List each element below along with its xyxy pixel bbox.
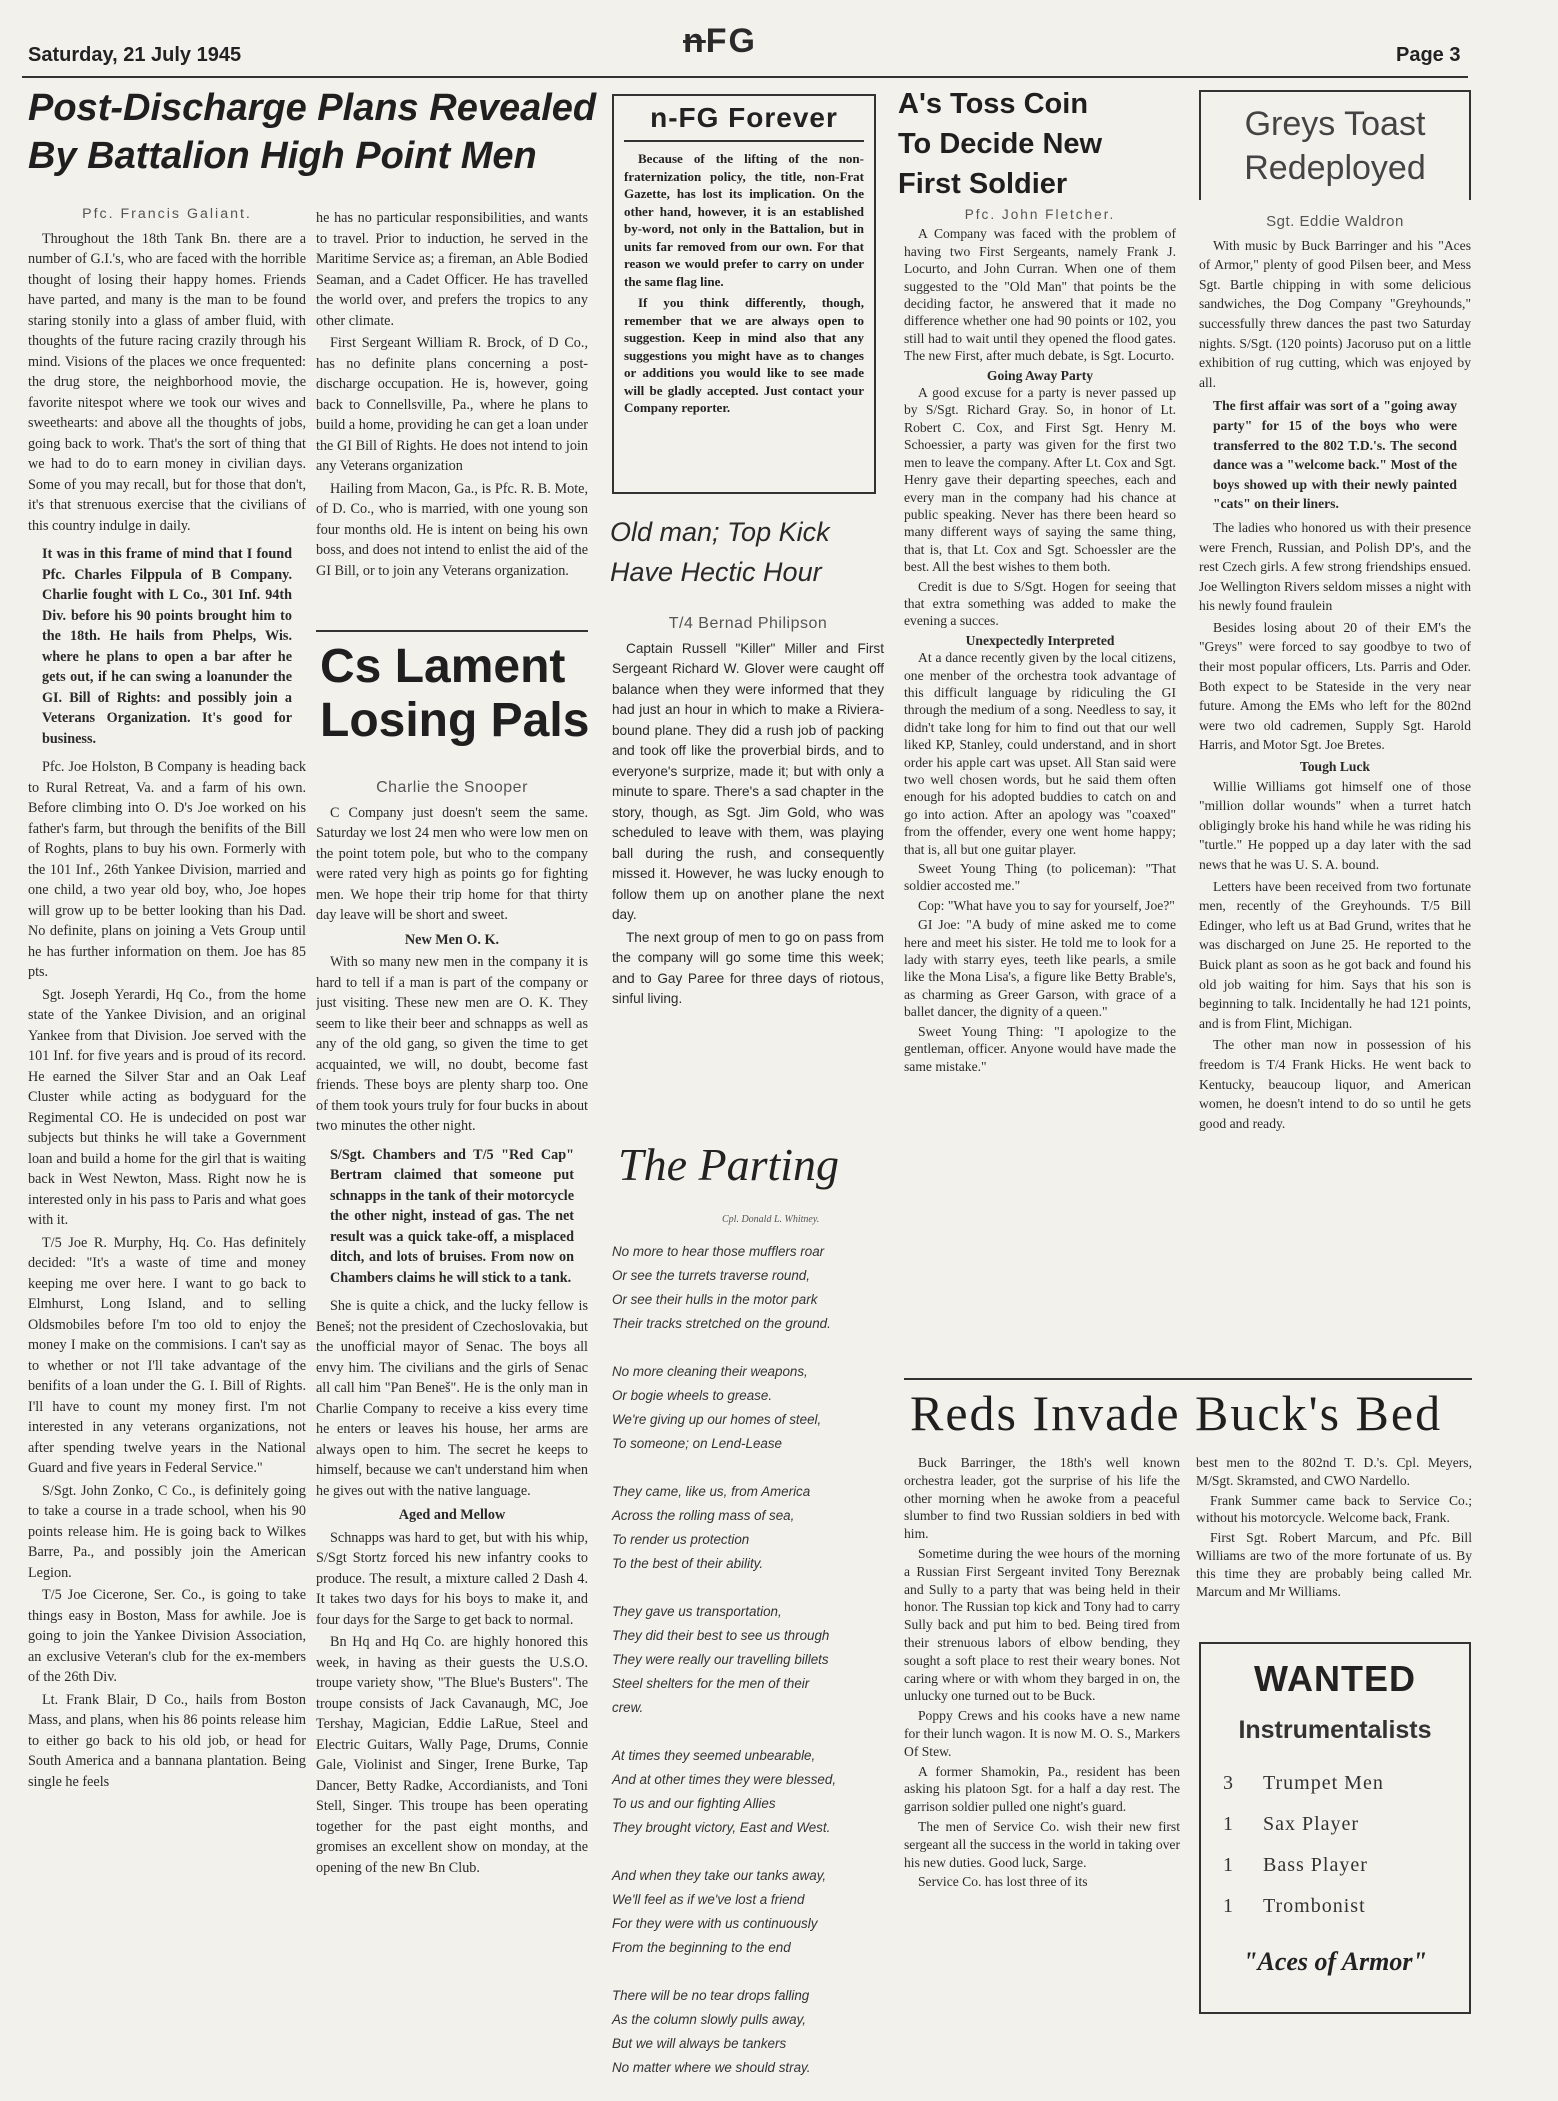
article6-paragraph: Poppy Crews and his cooks have a new name for their lunch wagon. It is now M. O. S., Markers Of Stew. xyxy=(904,1708,1180,1759)
wanted-ad-title: WANTED xyxy=(1254,1658,1416,1699)
article6-paragraph: Frank Summer came back to Service Co.; without his motorcycle. Welcome back, Frank. xyxy=(1196,1492,1472,1526)
poem-stanza xyxy=(612,1360,884,1456)
article4-column xyxy=(904,204,1176,1374)
article4-headline-line1: A's Toss Coin xyxy=(898,88,1089,120)
article1-paragraph: Sgt. Joseph Yerardi, Hq Co., from the home state of the Yankee Division, and an original Yankee from that Division. Joe served with the 101 Inf. for five years and is proud of its record. He earned the Silver Star and an Oak Leaf Cluster while acting as bodyguard for the Regimental CO. He is undecided on post war subjects but thinks he will take a Government loan and build a home for the girl that is waiting back in West Newton, Mass. Right now he is interested only in his pass to Paris and what goes with it. xyxy=(28,986,306,1228)
article6-headline: Reds Invade Buck's Bed xyxy=(910,1385,1443,1441)
poem-stanza xyxy=(612,1984,884,2080)
article2-headline-line2: Losing Pals xyxy=(320,694,590,747)
wanted-ad-row xyxy=(1201,1804,1469,1845)
article5-headline-line2: Redeployed xyxy=(1244,149,1426,187)
poem-line: To someone; on Lend-Lease xyxy=(612,1436,782,1451)
article3-headline-line2: Have Hectic Hour xyxy=(610,557,822,587)
wanted-ad xyxy=(1199,1642,1471,2014)
masthead-rule xyxy=(22,76,1468,78)
wanted-ad-row xyxy=(1201,1886,1469,1927)
poem-title: The Parting xyxy=(618,1139,840,1190)
article5-paragraph: The ladies who honored us with their presence were French, Russian, and Polish DP's, and the rest Czech girls. A few strong friendships ensued. Joe Wellington Rivers seldom misses a night with his newly found fraulein xyxy=(1199,519,1471,614)
article6-paragraph: First Sgt. Robert Marcum, and Pfc. Bill Williams are two of the more fortunate of us. By this time they are probably being called Mr. Marcum and Mr Williams. xyxy=(1196,1530,1472,1599)
article1-paragraph: Pfc. Joe Holston, B Company is heading back to Rural Retreat, Va. and a farm of his own. Before climbing into O. D's Joe worked on his father's farm, but through the benifits of the Bill of Roghts, plans to buy his own. Formerly with the 101 Inf., 26th Yankee Division, married and one child, a two year old boy, who, Joe hopes will grow up to be better looking than his Dad. No definite, plans on joining a Vets Group until he has further information on them. Joe has 85 pts. xyxy=(28,759,306,980)
wanted-ad-row xyxy=(1201,1763,1469,1804)
article6-column1 xyxy=(904,1454,1180,2034)
poem-stanza xyxy=(612,1240,884,1336)
article5-paragraph: Letters have been received from two fortunate men, recently of the Greyhounds. T/5 Bill Edinger, who left us at Bad Grund, writes that he was discharged on June 25. He reported to the Buick plant as soon as he got back and found his old job waiting for him. Says that his son is beginning to talk. Incidentally he had 121 points, and is from Flint, Michigan. xyxy=(1199,878,1471,1031)
article1-paragraph: Lt. Frank Blair, D Co., hails from Boston Mass, and plans, when his 86 points release him to either go back to his old job, or head for South America and a bannana plantation. Being single he feels xyxy=(28,1691,306,1790)
article1-paragraph: Throughout the 18th Tank Bn. there are a number of G.I.'s, who are faced with the horrible thought of losing their happy homes. Friends have parted, and many is the man to be found staring stonily into a glass of amber fluid, with thoughts of the future racing crazily through his mind. Visions of the places we once frequented: the drug store, the neighborhood movie, the favorite nitespot where we took our wives and sweethearts: and above all the thoughts of jobs, going back to work. That's the sort of thing that we had to do to earn money in civilian days. Some of you may recall, but for those that don't, it's that strenuous exercise that the civilians of this country indulge in daily. xyxy=(28,230,306,534)
article2-headline xyxy=(320,640,590,748)
article1-headline-line1: Post-Discharge Plans Revealed xyxy=(28,87,597,129)
article5-highlight: The first affair was sort of a "going away party" for 15 of the boys who were transferred to the 802 T.D.'s. The second dance was a "welcome back." Most of the boys showed up with their newly painted "cats" on their liners. xyxy=(1213,398,1457,512)
wanted-ad-list xyxy=(1201,1763,1469,1927)
article2-paragraph: C Company just doesn't seem the same. Saturday we lost 24 men who were low men on the point totem pole, but who to the company were rated very high as points go for fighting men. We hope their trip home for that thirty day leave will be short and sweet. xyxy=(316,804,588,923)
article2-paragraph: With so many new men in the company it is hard to tell if a man is part of the company or just visiting. These new men are O. K. They seem to like their beer and schnapps as well as any of the old gang, so given the time to get acquainted, we will, no doubt, become fast friends. These boys are plenty sharp too. One of them took yours truly for four bucks in about two minutes the other night. xyxy=(316,954,588,1134)
wanted-ad-row xyxy=(1201,1845,1469,1886)
poem-line: For they were with us continuously xyxy=(612,1916,818,1931)
article6-paragraph: Buck Barringer, the 18th's well known orchestra leader, got the surprise of his life the other morning when he awoke from a peaceful slumber to find two Russian soldiers in bed with him. xyxy=(904,1455,1180,1542)
article2-column xyxy=(316,772,588,2028)
article4-headline xyxy=(898,84,1188,204)
poem-line: They came, like us, from America xyxy=(612,1484,811,1499)
article5-headline-line1: Greys Toast xyxy=(1244,105,1426,143)
article6-paragraph: A former Shamokin, Pa., resident has been asking his platoon Sgt. for a half a day rest. The garrison soldier pulled one night's guard. xyxy=(904,1763,1180,1815)
poem-stanza xyxy=(612,1864,884,1960)
wanted-qty: 1 xyxy=(1223,1813,1233,1835)
poem-line: To us and our fighting Allies xyxy=(612,1796,776,1811)
article-divider xyxy=(904,1378,1472,1380)
article4-headline-line2: To Decide New xyxy=(898,128,1103,160)
article4-paragraph: Credit is due to S/Sgt. Hogen for seeing that that extra something was added to make the evening a succes. xyxy=(904,578,1176,629)
article4-paragraph: At a dance recently given by the local citizens, one menber of the orchestra took advantage of this difficult language by ridiculing the GI through the medium of a song. Needless to say, it didn't take long for him to find out that our well liked KP, Stanley, could understand, and in short order his apple cart was upset. All Stan said were two well chosen words, but he said them often enough for his adopted buddies to catch on and go into action. After an apology was "coaxed" from the offender, every one went home happy; that is, all but one guitar player. xyxy=(904,650,1176,857)
article3-headline xyxy=(610,512,880,592)
poem-line: And at other times they were blessed, xyxy=(612,1772,837,1787)
article4-subhead: Going Away Party xyxy=(986,367,1094,383)
poem-line: Steel shelters for the men of their xyxy=(612,1676,810,1691)
article2-subhead: New Men O. K. xyxy=(404,931,500,948)
poem-line: At times they seemed unbearable, xyxy=(612,1748,816,1763)
poem-stanza xyxy=(612,1600,884,1720)
issue-date: Saturday, 21 July 1945 xyxy=(28,44,242,66)
article5-paragraph: With music by Buck Barringer and his "Aces of Armor," plenty of good Pilsen beer, and Mess Sgt. Bartle chipping in with some delicious sandwiches, the Dog Company "Greyhounds," successfully threw dances the past two Saturday nights. S/Sgt. (120 points) Jacoruso put on a little exhibition of rug cutting, which was enjoyed by all. xyxy=(1199,237,1471,390)
poem-line: To the best of their ability. xyxy=(612,1556,764,1571)
poem-line: No more cleaning their weapons, xyxy=(612,1364,808,1379)
editorial-paragraph: Because of the lifting of the non-fraternization policy, the title, non-Frat Gazette, has lost its implication. On the other hand, however, it is an established by-word, not only in the Battalion, but in units far removed from our own. For that reason we would prefer to carry on under the same flag line. xyxy=(624,151,864,289)
article3-paragraph: The next group of men to go on pass from the company will go some time this week; and to Gay Paree for three days of riotous, sinful living. xyxy=(612,929,884,1006)
poem-line: To render us protection xyxy=(612,1532,750,1547)
wanted-item: Trumpet Men xyxy=(1263,1772,1384,1794)
wanted-ad-footer: "Aces of Armor" xyxy=(1243,1947,1427,1976)
article4-paragraph: Sweet Young Thing (to policeman): "That soldier accosted me." xyxy=(904,861,1176,894)
article2-subhead: Aged and Mellow xyxy=(398,1507,506,1523)
wanted-qty: 1 xyxy=(1223,1854,1233,1876)
poem-line: Their tracks stretched on the ground. xyxy=(612,1316,831,1331)
article1-paragraph: he has no particular responsibilities, and wants to travel. Prior to induction, he served in the Maritime Service as; a fireman, an Able Bodied Seaman, and a Cadet Officer. He has travelled the world over, and prefers the tropics to any other climate. xyxy=(316,210,588,329)
article3-paragraph: Captain Russell "Killer" Miller and First Sergeant Richard W. Glover were caught off balance when they were informed that they had just an hour in which to make a Riviera-bound plane. They did a rush job of packing and took off like the proverbial birds, and to everyone's surprize, made it; but with only a minute to spare. There's a sad chapter in the story, though, as Sgt. Jim Gold, who was scheduled to leave with them, was playing ball during the rush, and consequently missed it. However, he was lucky enough to follow them up on another plane the next day. xyxy=(612,640,884,922)
article5-paragraph: The other man now in possession of his freedom is T/4 Frank Hicks. He went back to Kentucky, beaucoup liquor, and American women, he doesn't intend to do so until he gets good and ready. xyxy=(1199,1037,1471,1131)
newspaper-logo xyxy=(683,22,757,61)
poem-line: As the column slowly pulls away, xyxy=(612,2012,806,2027)
editorial-box xyxy=(612,94,876,494)
article3-byline: T/4 Bernad Philipson xyxy=(668,615,828,632)
article1-paragraph: T/5 Joe R. Murphy, Hq. Co. Has definitely decided: "It's a waste of time and money keeping me over here. I want to go back to Elmhurst, Long Island, and to selling Oldsmobiles before I'm too old to enjoy the money I make on the commisions. I can't say as to whether or not I'll take advantage of the benifits of a loan under the G. I. Bill of Rights. I'll have to count my money first. I'm not interested in any veterans organizations, not after spending twelve years in the National Guard and five years in Federal Service." xyxy=(28,1234,306,1476)
poem-line: Or bogie wheels to grease. xyxy=(612,1388,773,1403)
poem-line: They brought victory, East and West. xyxy=(612,1820,831,1835)
article5-column xyxy=(1199,206,1471,1374)
article2-byline: Charlie the Snooper xyxy=(376,779,528,796)
poem-line: They were really our travelling billets xyxy=(612,1652,829,1667)
article4-subhead: Unexpectedly Interpreted xyxy=(965,632,1115,648)
article1-column2 xyxy=(316,208,588,628)
article1-paragraph: S/Sgt. John Zonko, C Co., is definitely going to take a course in a trade school, when his 90 points release him. He is going back to Wilkes Barre, Pa., and possibly join the American Legion. xyxy=(28,1482,306,1581)
poem-line: No matter where we should stray. xyxy=(612,2060,811,2075)
article6-paragraph: Sometime during the wee hours of the morning a Russian First Sergeant invited Tony Bereznak and Sully to a party that was being held in their honor. The Russian top kick and Tony had to carry Sully back and put him to bed. Being tired from their strenuous labors of elbow bending, they sought a soft place to rest their weary bones. Not caring where or with whom they barged in on, the unlucky one turned out to be Buck. xyxy=(904,1545,1180,1704)
poem-line: We'll feel as if we've lost a friend xyxy=(612,1892,805,1907)
wanted-item: Bass Player xyxy=(1263,1854,1368,1876)
poem-stanza xyxy=(612,1744,884,1840)
poem-line: No more to hear those mufflers roar xyxy=(612,1244,825,1259)
article1-column1 xyxy=(28,198,306,2028)
article3-column xyxy=(612,608,884,1120)
article5-headline xyxy=(1201,92,1469,190)
article5-paragraph: Besides losing about 20 of their EM's the "Greys" were forced to say goodbye to two of their most popular officers, Lts. Parris and Oder. Both expect to be Stateside in the very near future. Among the EMs who left for the 802nd were two old cadremen, Supply Sgt. Harold Harris, and Motor Sgt. Joe Bretes. xyxy=(1199,619,1471,753)
article2-paragraph: Schnapps was hard to get, but with his whip, S/Sgt Stortz forced his new infantry cooks to produce. The result, a mixture called 2 Dash 4. It takes two days for his boys to make it, and four days for the Sarge to get back to normal. xyxy=(316,1529,588,1628)
poem-line: Across the rolling mass of sea, xyxy=(612,1508,795,1523)
poem-line: And when they take our tanks away, xyxy=(612,1868,827,1883)
poem-line: But we will always be tankers xyxy=(612,2036,787,2051)
poem-author: Cpl. Donald L. Whitney. xyxy=(722,1214,820,1225)
poem-line: From the beginning to the end xyxy=(612,1940,791,1955)
poem-line: crew. xyxy=(612,1700,644,1715)
wanted-qty: 3 xyxy=(1223,1772,1233,1794)
page-number: Page 3 xyxy=(1396,44,1461,66)
article4-byline: Pfc. John Fletcher. xyxy=(964,207,1116,222)
poem-stanza xyxy=(612,1480,884,1576)
poem-line: They did their best to see us through xyxy=(612,1628,830,1643)
article4-paragraph: GI Joe: "A budy of mine asked me to come here and meet his sister. He told me to look for a lady with starry eyes, teeth like pearls, a smile like the Mona Lisa's, a figure like Betty Brable's, as charming as Greer Garson, with grace of a ballet dancer, the dignity of a queen." xyxy=(904,917,1176,1020)
article5-headline-box xyxy=(1199,90,1471,200)
article4-paragraph: A good excuse for a party is never passed up by S/Sgt. Richard Gray. So, in honor of Lt. Robert C. Cox, and First Sgt. Henry M. Schoessier, a party was given for the first two men to leave the company. After Lt. Cox and Sgt. Henry gave their departing speeches, each and every man in the company had his chance at public speaking. Never has there been heard so many different ways of saying the same thing, that is, that Lt. Cox and Sgt. Schoessler are the best. All the best wishes to them both. xyxy=(904,385,1176,575)
article5-subhead: Tough Luck xyxy=(1299,759,1371,775)
wanted-item: Sax Player xyxy=(1263,1813,1360,1835)
poem-line: We're giving up our homes of steel, xyxy=(612,1412,822,1427)
article3-headline-line1: Old man; Top Kick xyxy=(610,517,830,547)
article2-paragraph: Bn Hq and Hq Co. are highly honored this week, in having as their guests the U.S.O. troupe variety show, "The Blue's Busters". The troupe consists of Jack Cavanaugh, MC, Joe Tershay, Magician, Eddie LaRue, Steel and Electric Guitars, Wally Page, Drums, Connie Gale, Violinist and Singer, Irene Burke, Tap Dancer, Betty Radke, Accordianists, and Toni Stell, Singer. This troupe has been operating together for the past eight months, and gromises an excellent show on monday, at the opening of the new Bn Club. xyxy=(316,1634,588,1876)
wanted-ad-subtitle: Instrumentalists xyxy=(1238,1716,1432,1744)
poem-line: There will be no tear drops falling xyxy=(612,1988,810,2003)
article1-highlight: It was in this frame of mind that I found Pfc. Charles Filppula of B Company. Charlie fought with L Co., 301 Inf. 94th Div. before his 90 points brought him to the 18th. He hails from Phelps, Wis. where he plans to open a bar after he gets out, if he can swing a loanunder the GI. Bill of Rights: and possibly join a Veterans Organization. It's good for business. xyxy=(42,546,292,747)
poem-line: Or see the turrets traverse round, xyxy=(612,1268,810,1283)
article4-paragraph: Sweet Young Thing: "I apologize to the gentleman, officer. Anyone would have made the same mistake." xyxy=(904,1023,1176,1074)
article4-headline-line3: First Soldier xyxy=(898,168,1068,200)
article4-paragraph: A Company was faced with the problem of having two First Sergeants, namely Frank J. Locurto, and John Curran. When one of them suggested to the "Old Man" that points be the deciding factor, he answered that it made no difference whether one had 90 points or 102, you still had to wait until they opened the flood gates. The new First, after much debate, is Sgt. Locurto. xyxy=(904,226,1176,364)
article1-headline xyxy=(28,84,598,180)
article5-paragraph: Willie Williams got himself one of those "million dollar wounds" when a turret hatch obligingly broke his hand while he was riding his "turtle." He popped up a day later with the sad news that he was U. S. A. bound. xyxy=(1199,778,1471,872)
article6-paragraph: The men of Service Co. wish their new first sergeant all the success in the world in taking over his new duties. Good luck, Sarge. xyxy=(904,1818,1180,1870)
article2-highlight: S/Sgt. Chambers and T/5 "Red Cap" Bertram claimed that someone put schnapps in the tank of their motorcycle the other night, instead of gas. The net result was a quick take-off, a misplaced ditch, and lots of bruises. From now on Chambers claims he will stick to a tank. xyxy=(330,1146,574,1286)
article1-paragraph: Hailing from Macon, Ga., is Pfc. R. B. Mote, of D. Co., who is married, with one young son four months old. He is intent on being his own boss, and does not intend to enlist the aid of the GI Bill, or to join any Veterans organization. xyxy=(316,480,588,579)
poem-body xyxy=(612,1240,884,2080)
article6-paragraph: Service Co. has lost three of its xyxy=(918,1874,1088,1890)
editorial-paragraph: If you think differently, though, remember that we are always open to suggestion. Keep in mind also that any suggestions you might have as to changes or additions you would like to see made will be gladly accepted. Just contact your Company reporter. xyxy=(624,295,864,415)
wanted-qty: 1 xyxy=(1223,1895,1233,1917)
article2-headline-line1: Cs Lament xyxy=(320,640,566,693)
article-divider xyxy=(316,630,588,632)
article1-byline: Pfc. Francis Galiant. xyxy=(82,206,252,222)
poem-line: They gave us transportation, xyxy=(612,1604,782,1619)
article1-paragraph: T/5 Joe Cicerone, Ser. Co., is going to take things easy in Boston, Mass for awhile. Joe is going to join the Yankee Division Association, an exclusive Veteran's club for the ex-members of the 26th Div. xyxy=(28,1587,306,1685)
article6-paragraph: best men to the 802nd T. D.'s. Cpl. Meyers, M/Sgt. Skramsted, and CWO Nardello. xyxy=(1196,1455,1472,1488)
article1-headline-line2: By Battalion High Point Men xyxy=(28,135,537,177)
logo-prefix: n xyxy=(683,22,706,60)
article5-byline: Sgt. Eddie Waldron xyxy=(1266,213,1404,230)
logo-text: FG xyxy=(705,22,757,60)
article6-column2 xyxy=(1196,1454,1472,1644)
article1-paragraph: First Sergeant William R. Brock, of D Co., has no definite plans concerning a post-discharge occupation. He is, however, going back to Connellsville, Pa., where he plans to build a home, providing he can get a loan under the GI Bill of Rights. He does not intend to join any Veterans organization xyxy=(316,335,588,474)
article2-paragraph: She is quite a chick, and the lucky fellow is Beneš; not the president of Czechoslovakia, but the unofficial mayor of Senac. The boys all envy him. The civilians and the girls of Senac all call him "Pan Beneš". He is the only man in Charlie Company to receive a kiss every time he enters or leaves his house, her arms are always open to him. The secret he keeps to himself, because we can't understand him when he gives out with the native language. xyxy=(316,1298,588,1499)
editorial-title: n-FG Forever xyxy=(624,102,864,142)
article4-paragraph: Cop: "What have you to say for yourself, Joe?" xyxy=(918,897,1175,913)
poem-line: Or see their hulls in the motor park xyxy=(612,1292,818,1307)
wanted-item: Trombonist xyxy=(1263,1895,1366,1917)
